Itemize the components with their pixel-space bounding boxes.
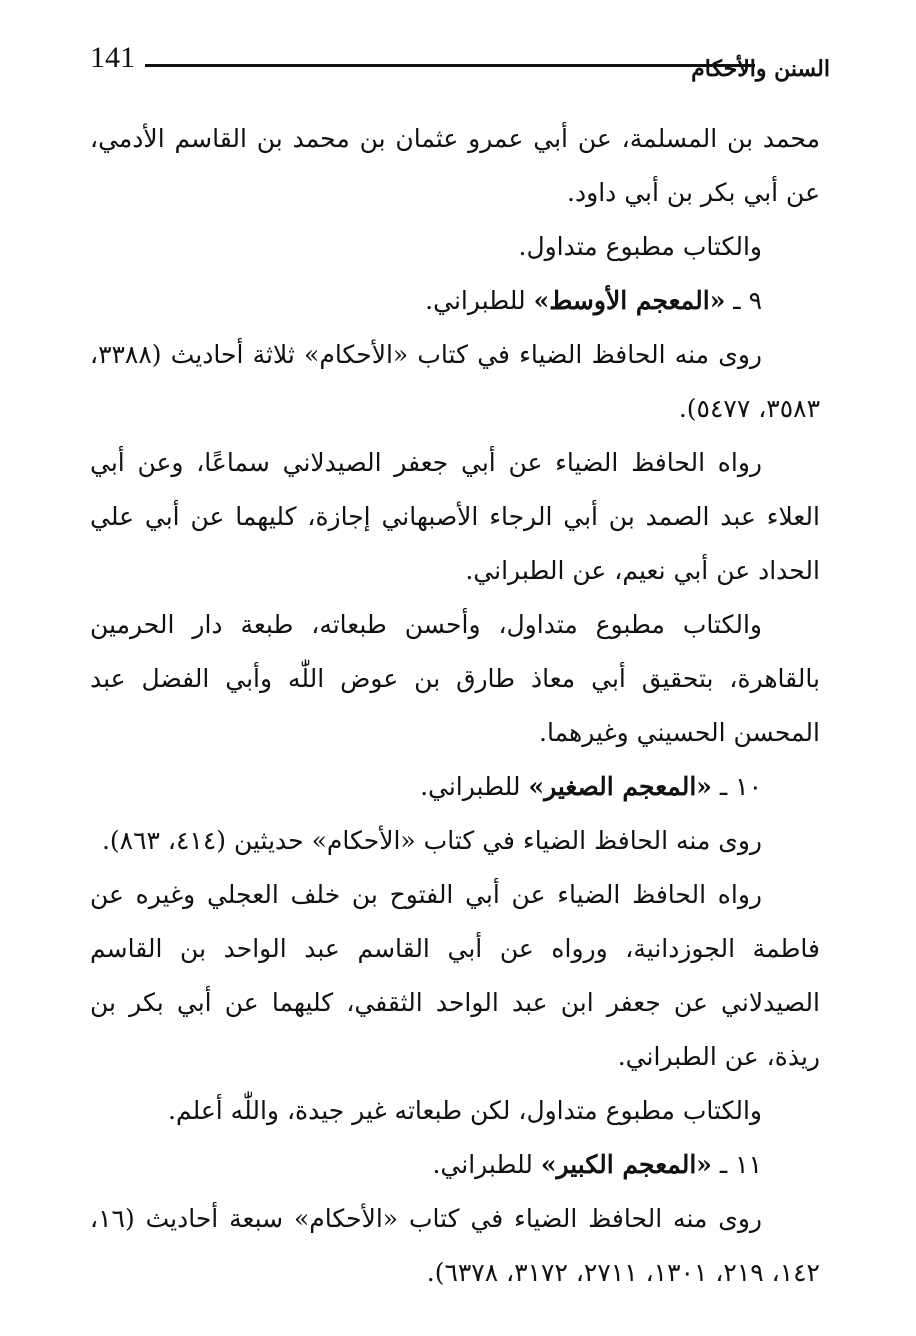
entry-heading-9 xyxy=(90,274,820,328)
paragraph: رواه الحافظ الضياء عن أبي الفتوح بن خلف العجلي وغيره عن فاطمة الجوزدانية، ورواه عن أبي القاسم عبد الواحد بن القاسم الصيدلاني عن جعفر ابن عبد الواحد الثقفي، كليهما عن أبي بكر بن ريذة، عن الطبراني. xyxy=(90,880,821,1071)
book-title: «المعجم الصغير» xyxy=(528,772,712,801)
header-rule xyxy=(145,64,755,67)
paragraph: روى منه الحافظ الضياء في كتاب «الأحكام» ثلاثة أحاديث (٣٣٨٨، ٣٥٨٣، ٥٤٧٧). xyxy=(90,340,820,423)
page-number: 141 xyxy=(90,41,135,74)
book-title: «المعجم الكبير» xyxy=(540,1150,712,1179)
page-header xyxy=(90,40,830,100)
paragraph: والكتاب مطبوع متداول، وأحسن طبعاته، طبعة دار الحرمين بالقاهرة، بتحقيق أبي معاذ طارق بن عوض اللّٰه وأبي الفضل عبد المحسن الحسيني وغيرهما. xyxy=(90,610,820,747)
paragraph: روى منه الحافظ الضياء في كتاب «الأحكام» حديثين (٤١٤، ٨٦٣). xyxy=(101,826,762,855)
paragraph: روى منه الحافظ الضياء في كتاب «الأحكام» سبعة أحاديث (١٦، ١٤٢، ٢١٩، ١٣٠١، ٢٧١١، ٣١٧٢، ٦٣٧٨). xyxy=(90,1204,820,1287)
page-body xyxy=(90,112,820,1300)
entry-heading-10 xyxy=(90,760,820,814)
entry-author: للطبراني. xyxy=(432,1150,533,1179)
entry-number: ٩ ـ xyxy=(733,286,762,315)
paragraph: والكتاب مطبوع متداول، لكن طبعاته غير جيدة، واللّٰه أعلم. xyxy=(168,1096,762,1125)
entry-heading-11 xyxy=(90,1138,820,1192)
entry-author: للطبراني. xyxy=(425,286,526,315)
entry-author: للطبراني. xyxy=(420,772,521,801)
paragraph: والكتاب مطبوع متداول. xyxy=(518,232,762,261)
paragraph: محمد بن المسلمة، عن أبي عمرو عثمان بن محمد بن القاسم الأدمي، عن أبي بكر بن أبي داود. xyxy=(90,124,820,207)
book-title: «المعجم الأوسط» xyxy=(533,286,726,315)
running-title: السنن والأحكام xyxy=(691,56,830,82)
paragraph: رواه الحافظ الضياء عن أبي جعفر الصيدلاني سماعًا، وعن أبي العلاء عبد الصمد بن أبي الرجاء الأصبهاني إجازة، كليهما عن أبي علي الحداد عن أبي نعيم، عن الطبراني. xyxy=(90,448,820,585)
entry-number: ١١ ـ xyxy=(719,1150,762,1179)
entry-number: ١٠ ـ xyxy=(719,772,762,801)
